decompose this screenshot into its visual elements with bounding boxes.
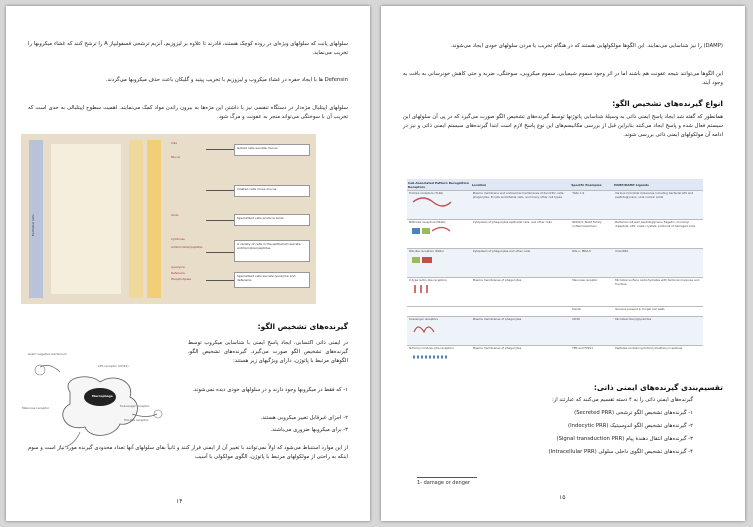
receptor-illustration <box>409 254 453 266</box>
table-cell: N-Formyl met-leu-phe receptors <box>409 346 454 351</box>
table-cell: Plasma membranes of phagocytes <box>471 277 570 306</box>
table-cell: NOD-like receptors (NLRs) <box>409 219 446 224</box>
table-cell: Peptides containing N-formylmethionyl residues <box>613 346 703 374</box>
right-heading-1: انواع گیرنده‌های تشخیص الگو: <box>612 99 723 108</box>
label-lysozyme: Lysozyme <box>171 265 185 269</box>
left-para-3: سلولهای اپیتلیال مژه‌دار در دستگاه تنفسی نیز با داشتن این مژه‌ها به بیرون راندن مواد کمک می‌نمایند. اهمیت سطوح اپیتلیالی به حدی است که تخریب آن با سوختگی می‌تواند منجر به عفونت و مرگ شود. <box>28 105 348 120</box>
table-row <box>407 191 703 220</box>
receptor-illustration <box>409 225 453 237</box>
macrophage-receptors-figure <box>20 342 185 460</box>
table-cell: Viral RNA <box>613 248 703 277</box>
label-cilia: Cilia <box>171 141 177 145</box>
table-cell: FPR and FPRL1 <box>570 346 613 374</box>
callout-ciliated: Ciliated cells move mucus <box>234 185 310 197</box>
right-para-1: (DAMP) را نیز شناسایی می‌نمایند. این الگوها مولکولهایی هستند که در هنگام تخریب یا مردن سلولهای خودی ایجاد می‌شوند. <box>450 43 723 49</box>
arrow-4 <box>206 252 234 253</box>
table-cell: Bacterial cell wall peptidoglycans, flagellin, muramyl dipeptide, LPS; urate crystals; products of damaged cells <box>613 219 703 248</box>
table-row <box>407 277 703 306</box>
receptor-illustration <box>409 196 453 208</box>
table-cell: C-type lectin-like receptors <box>409 277 447 282</box>
arrow-3 <box>206 220 234 221</box>
figure-strip-yellow-2 <box>147 140 161 298</box>
classification-intro: گیرنده‌های ایمنی ذاتی را به ۴ دسته تقسیم می‌کنند که عبارتند از: <box>551 397 693 403</box>
table-row <box>407 306 703 316</box>
label-toll-like: Toll-like receptor <box>124 418 149 422</box>
right-para-2: این الگوها می‌توانند نتیجه عفونت هم باشند اما در اثر وجود سموم شیمیایی، سموم میکروبی، سوختگی، ضربه و حتی کاهش خونرسانی به بافت به وجود آیند. <box>403 71 723 86</box>
classification-item-2: ۲- گیرنده‌های تشخیص الگو اندوسیتیک (Indocytic PRR) <box>568 423 693 429</box>
label-mucus: Mucus <box>171 155 180 159</box>
right-heading-2: تقسیم‌بندی گیرنده‌های ایمنی ذاتی: <box>593 383 723 392</box>
list-item-3: ۳- برای میکروبها ضروری می‌باشند. <box>270 427 348 433</box>
table-header: PAMP/DAMP Ligands <box>613 179 703 191</box>
callout-acids: Specialized cells produce acids <box>234 214 310 226</box>
classification-item-1: ۱- گیرنده‌های تشخیص الگو ترشحی (Secreted PRR) <box>574 410 693 416</box>
table-cell: Plasma membranes of phagocytes <box>471 317 570 346</box>
table-cell: NOD1/2, NALP family (inflammasomes) <box>570 219 613 248</box>
left-para-2: Defensin ها با ایجاد حفره در غشاء میکروب و لیزوزیم با تخریب پپتید و گلیکان باعث حذف میکروبها می‌گردند. <box>105 77 348 83</box>
label-defensins: Defensins <box>171 271 185 275</box>
callout-goblet: Goblet cells secrete mucus <box>234 144 310 156</box>
table-cell: Plasma membranes of phagocytes <box>471 346 570 374</box>
callout-lysozyme: Specialized cells secrete lysozyme and defensins <box>234 272 310 288</box>
receptor-illustration <box>409 283 453 295</box>
footnote-divider <box>417 477 477 478</box>
figure-lumen-area <box>51 144 121 294</box>
table-cell: RIG-like receptors (RLRs) <box>409 248 444 253</box>
table-cell: Cytoplasm of phagocytes and other cells <box>471 248 570 277</box>
table-cell: Cytoplasm of phagocytes epithelial cells, and other cells <box>471 219 570 248</box>
table-row <box>407 346 703 374</box>
callout-peptides: A variety of cells in the epithelium secrete antimicrobial peptides <box>234 240 310 262</box>
label-gram-negative: Gram negative bacterium <box>28 352 67 356</box>
figure-strip-yellow <box>129 140 143 298</box>
table-cell: Dectin <box>570 306 613 316</box>
table-cell: Plasma membrane and endosomal membranes of dendritic cells, phagocytes, B cells endothelial cells, and many other cell types <box>471 191 570 220</box>
table-cell: Mannose receptor <box>570 277 613 306</box>
table-cell: TLRs 1-9 <box>570 191 613 220</box>
arrow-5 <box>206 280 234 281</box>
label-scavenger: Scavenger receptor <box>120 404 150 408</box>
receptor-illustration <box>409 322 453 334</box>
left-para-5: از این موارد استنباط می‌شود که اولاً نمی‌توانند با تغییر آن از ایمنی فرار کنند و ثانیاً بقای سلولهای آنها تعداد محدودی گیرنده مورد نیاز است و سوم اینکه به راحتی از مولکولهای مرتبط با پاتوژن، الگوی مولکولی با آسیب <box>28 445 348 460</box>
receptor-illustration <box>409 351 453 363</box>
table-cell: Microbial diacylglycerides <box>613 317 703 346</box>
table-cell: Scavenger receptors <box>409 317 438 322</box>
label-cytokines: Cytokines <box>171 237 185 241</box>
prr-table <box>407 179 703 374</box>
table-header-row <box>407 179 703 191</box>
epithelial-barrier-figure <box>21 134 316 304</box>
right-page <box>381 6 745 521</box>
table-cell: RIG-1, MDA-5 <box>570 248 613 277</box>
left-page <box>6 6 370 521</box>
table-cell: Glucans present in fungal cell walls <box>613 306 703 316</box>
arrow-1 <box>206 149 234 150</box>
left-page-number: ۱۴ <box>176 498 183 505</box>
classification-item-4: ۴- گیرنده‌های تشخیص الگوی داخلی سلولی (Intracellular PRR) <box>548 449 693 455</box>
table-row <box>407 248 703 277</box>
table-header: Specific Examples <box>570 179 613 191</box>
label-acids: Acids <box>171 213 179 217</box>
list-item-2: ۲- اجزای غیرقابل تغییر میکروبی هستند. <box>260 415 348 421</box>
table-row <box>407 219 703 248</box>
right-page-number: ۱۵ <box>559 494 566 501</box>
table-header: Location <box>471 179 570 191</box>
classification-item-3: ۳- گیرنده‌های انتقال دهندهٔ پیام (Signal transduction PRR) <box>556 436 693 442</box>
macrophage-drawing <box>20 342 185 460</box>
table-cell: Toll-like receptors (TLRs) <box>409 191 444 195</box>
left-para-4: در ایمنی ذاتی اکتسابی، ایجاد پاسخ ایمنی با شناسایی میکروب توسط گیرنده‌های تشخیص الگو صورت می‌گیرد. گیرنده‌های تشخیص الگو، الگوهای مرتبط با پاتوژن، دارای ویژگیهای زیر هستند: <box>188 340 348 364</box>
label-macrophage: Macrophage <box>92 394 113 398</box>
footnote: 1- damage or denger <box>417 480 471 486</box>
label-antimicrobial-peptides: Antimicrobial peptides <box>171 245 203 249</box>
list-item-1: ۱- که فقط در میکروبها وجود دارند و در سلولهای خودی دیده نمی‌شوند. <box>192 387 348 393</box>
left-heading: گیرنده‌های تشخیص الگو: <box>257 322 348 331</box>
figure-left-label: Epithelial cells <box>31 214 35 236</box>
arrow-2 <box>206 190 234 191</box>
table-cell <box>407 306 471 316</box>
label-phospholipase: Phospholipase <box>171 277 192 281</box>
label-mannose-receptor: Mannose receptor <box>22 406 50 410</box>
label-lps-receptor: LPS receptor (CD14) <box>98 364 129 368</box>
table-cell <box>471 306 570 316</box>
table-cell: CD36 <box>570 317 613 346</box>
table-cell: Various microbial molecules including bacterial LPS and peptidoglycans, viral nucleic acids <box>613 191 703 220</box>
table-header: Cell-Associated Pattern Recognition Receptors <box>408 180 469 189</box>
table-row <box>407 317 703 346</box>
left-para-1: سلولهای پانت که سلولهای ویژه‌ای در روده کوچک هستند، قادرند تا علاوه بر لیزوزیم، آنزیم ترشحی فسفولیپاز A را ترشح کنند که غشاء میکروبها را تخریب می‌نماید. <box>28 41 348 56</box>
right-para-3: همانطور که گفته شد ایجاد پاسخ ایمنی ذاتی به وسیلهٔ شناسایی پاتوژنها توسط گیرنده‌های تشخیص الگو صورت می‌گیرد که در پی آن سلولهای این سیستم فعال شده و پاسخ ایجاد می‌کنند بنابراین قبل از بررسی مکانیسم‌های این نوع پاسخ لازم است ابتدا گیرنده‌های سیستم ایمنی ذاتی و نیز در ادامه آن مولکولهای ایمنی ذاتی بررسی شوند. <box>403 114 723 138</box>
table-cell: Microbial surface carbohydrates with terminal mannose and fructose <box>613 277 703 306</box>
